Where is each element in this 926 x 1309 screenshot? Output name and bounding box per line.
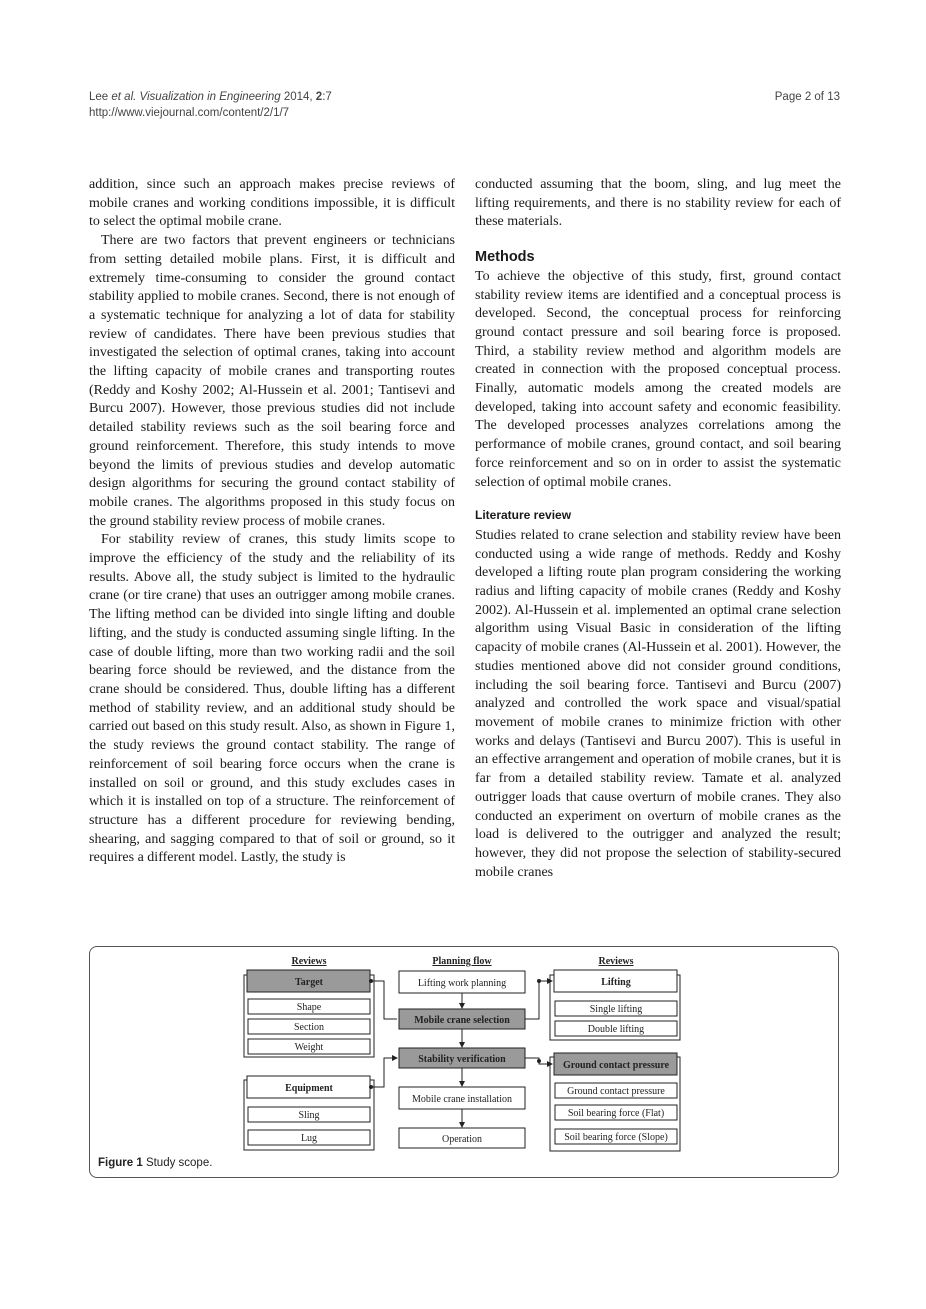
et-al: et al. [111, 91, 137, 103]
subsection-heading-literature-review: Literature review [475, 508, 572, 523]
operation-label: Operation [442, 1134, 482, 1145]
paragraph: To achieve the objective of this study, first, ground contact stability review items are identified and a conceptual process is developed. Second, the conceptual process for reinforcing ground contact pressure and soil bearing force is proposed. Third, a stability review method and algorithm models are created in connection with the proposed conceptual process. Finally, automatic models among the created models are developed, taking into account safety and economic feasibility. The developed processes analyzes correlations among the performance of mobile cranes, ground contact, and soil bearing force reinforcement and so on in order to assist the systematic selection of optimal mobile cranes. [475, 268, 841, 490]
lifting-label: Lifting [601, 977, 631, 988]
equipment-label: Equipment [285, 1083, 333, 1094]
lifting-work-planning-label: Lifting work planning [417, 978, 507, 989]
year: 2014, [283, 91, 313, 103]
citation [89, 89, 332, 105]
figure-caption-text: Study scope. [145, 1157, 213, 1169]
figure-label: Figure 1 [98, 1157, 143, 1169]
running-header [89, 89, 332, 121]
soil-bearing-flat-label: Soil bearing force (Flat) [567, 1108, 665, 1119]
section-heading-methods: Methods [475, 249, 535, 266]
section-label: Section [294, 1022, 324, 1033]
planning-flow-title: Planning flow [432, 956, 492, 967]
mobile-crane-installation-label: Mobile crane installation [412, 1094, 512, 1105]
connector-dot [369, 979, 373, 983]
right-column [475, 176, 841, 882]
connector-dot [369, 1085, 373, 1089]
connector-selection-to-lifting [525, 981, 552, 1019]
article-number: :7 [322, 91, 332, 103]
weight-label: Weight [294, 1042, 324, 1053]
ground-contact-pressure-label: Ground contact pressure [567, 1086, 665, 1097]
paragraph: For stability review of cranes, this study limits scope to improve the efficiency of the study and the reliability of its results. Above all, the study subject is limited to the hydraulic crane (or tire crane) that uses an outrigger among mobile cranes. The lifting method can be divided into single lifting and double lifting, and the study is conducted assuming single lifting. In the case of double lifting, more than two working radii and the soil bearing force should be reviewed, and the distance from the crane should be considered. Thus, double lifting has a different method of stability review, and an additional study should be carried out based on this study result. Also, as shown in Figure 1, the study reviews the ground contact stability. The range of reinforcement of soil bearing force occurs when the crane is installed on soil or ground, and this study excludes cases in which it is installed on top of a structure. The reinforcement of structure has a different procedure for reviewing bending, shearing, and sagging compared to that of soil or ground, so it requires a different model. Lastly, the study is [89, 532, 455, 866]
ground-contact-pressure-head-label: Ground contact pressure [562, 1060, 670, 1071]
left-column [89, 176, 455, 868]
single-lifting-label: Single lifting [589, 1004, 643, 1015]
mobile-crane-selection-label: Mobile crane selection [414, 1015, 510, 1026]
study-scope-diagram [90, 947, 838, 1177]
article-url[interactable]: http://www.viejournal.com/content/2/1/7 [89, 107, 290, 119]
volume: 2 [315, 91, 323, 103]
page-number: Page 2 of 13 [774, 91, 840, 103]
reviews-right-title: Reviews [598, 956, 634, 967]
author-name: Lee [89, 91, 109, 103]
paragraph: Studies related to crane selection and stability review have been conducted using a wide range of methods. Reddy and Koshy developed a lifting route plan program considering the working radius and lifting capacity of mobile cranes (Reddy and Koshy 2002). Al-Hussein et al. implemented an optimal crane selection algorithm using Visual Basic in consideration of the lifting capacity of mobile cranes (Al-Hussein et al. 2001). However, the studies mentioned above did not consider ground conditions, including the soil bearing force. Tantisevi and Burcu (2007) analyzed and controlled the work space and visual/spatial movement of mobile cranes to minimize friction with other works and delays (Tantisevi and Burcu 2007). This is useful in an effective arrangement and operation of mobile cranes, but it is far from a detailed stability review. Tamate et al. analyzed outrigger loads that cause overturn of mobile cranes. They also conducted an experiment on overturn of mobile cranes as the load is delivered to the outrigger and analyzed the result; however, they did not propose the selection of stability-secured mobile cranes [475, 527, 841, 880]
paragraph: addition, since such an approach makes precise reviews of mobile cranes and working conditions impossible, it is difficult to select the optimal mobile crane. [89, 177, 455, 230]
reviews-left-title: Reviews [291, 956, 327, 967]
soil-bearing-slope-label: Soil bearing force (Slope) [564, 1132, 668, 1143]
stability-verification-label: Stability verification [418, 1054, 506, 1065]
journal-name: Visualization in Engineering [139, 91, 281, 103]
paragraph: conducted assuming that the boom, sling, and lug meet the lifting requirements, and there is no stability review for each of these materials. [475, 177, 841, 230]
lug-label: Lug [300, 1133, 318, 1144]
connector-dot [537, 979, 541, 983]
shape-label: Shape [296, 1002, 322, 1013]
sling-label: Sling [298, 1110, 320, 1121]
double-lifting-label: Double lifting [587, 1024, 645, 1035]
connector-dot [537, 1059, 541, 1063]
paragraph: There are two factors that prevent engineers or technicians from setting detailed mobile plans. First, it is difficult and extremely time-consuming to consider the ground contact stability applied to mobile cranes. Second, there is not enough of a systematic technique for analyzing a lot of data for stability review of candidates. There have been previous studies that investigated the selection of optimal cranes, taking into account the lifting capacity of mobile cranes and transporting routes (Reddy and Koshy 2002; Al-Hussein et al. 2001; Tantisevi and Burcu 2007). However, those previous studies did not include detailed stability reviews such as the soil bearing force and ground reinforcement. Therefore, this study intends to move beyond the limits of previous studies and develop automatic design algorithms for securing the ground contact stability of mobile cranes. The algorithms proposed in this study focus on the ground stability review process of mobile cranes. [89, 233, 455, 529]
figure-caption [98, 1157, 212, 1169]
figure-1 [89, 946, 839, 1178]
target-label: Target [295, 977, 323, 988]
